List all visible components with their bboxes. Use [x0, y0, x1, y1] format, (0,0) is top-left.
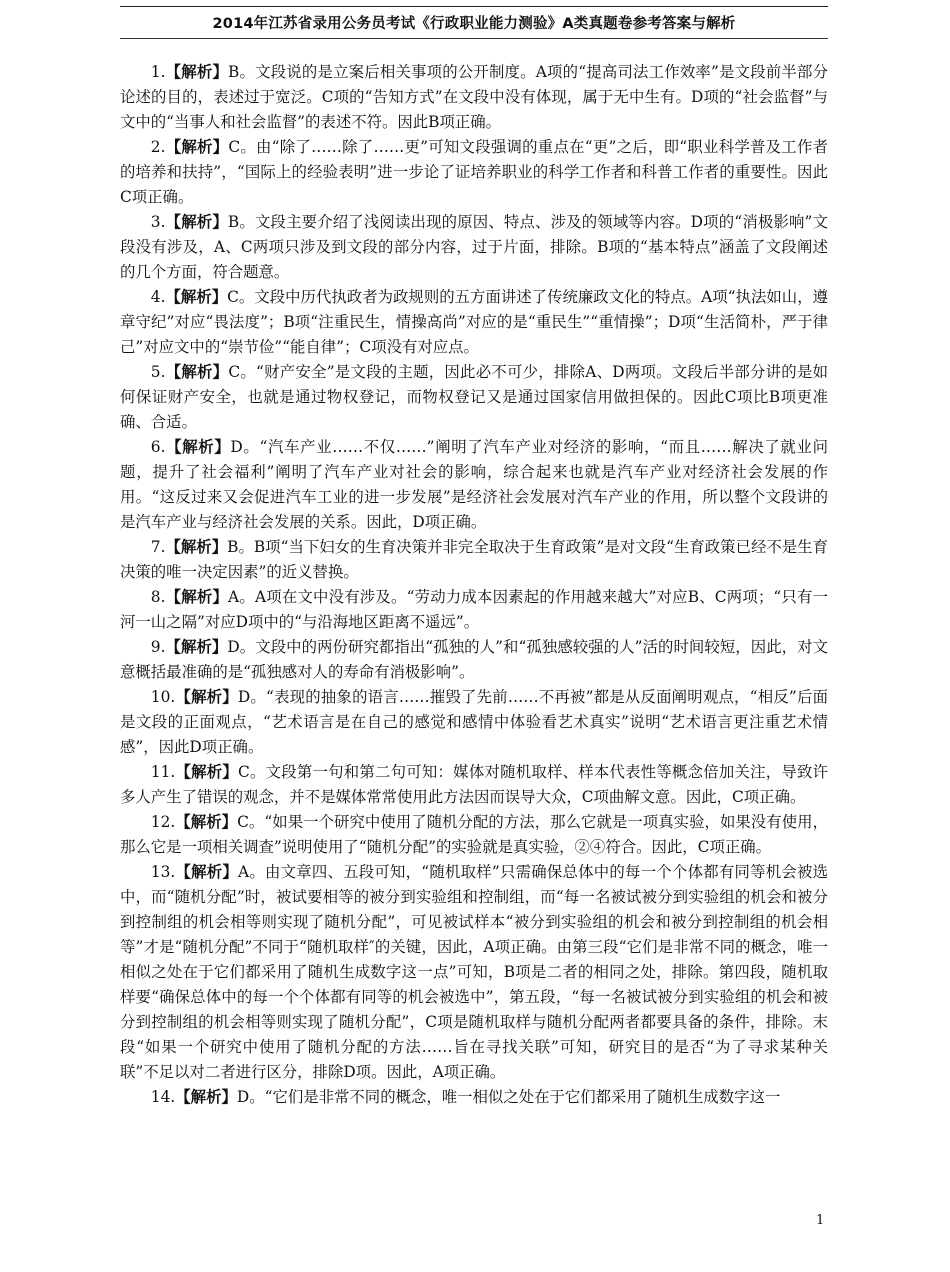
item-text: C。文段第一句和第二句可知：媒体对随机取样、样本代表性等概念倍加关注，导致许多人产生了错误的观念，并不是媒体常常使用此方法因而误导大众，C项曲解文意。因此，C项正确。 — [120, 763, 828, 806]
item-text: B。文段主要介绍了浅阅读出现的原因、特点、涉及的领域等内容。D项的“消极影响”文段没有涉及，A、C两项只涉及到文段的部分内容，过于片面，排除。B项的“基本特点”涵盖了文段阐述的几个方面，符合题意。 — [120, 213, 828, 281]
item-number: 7. — [150, 538, 166, 556]
answer-item-8 — [120, 585, 828, 635]
item-text: D。文段中的两份研究都指出“孤独的人”和“孤独感较强的人”活的时间较短，因此，对文意概括最准确的是“孤独感对人的寿命有消极影响”。 — [120, 638, 828, 681]
analysis-label: 【解析】 — [165, 363, 229, 381]
analysis-label: 【解析】 — [175, 1088, 237, 1106]
analysis-label: 【解析】 — [165, 213, 228, 231]
analysis-label: 【解析】 — [165, 138, 229, 156]
analysis-label: 【解析】 — [175, 688, 238, 706]
analysis-label: 【解析】 — [175, 813, 238, 831]
analysis-label: 【解析】 — [165, 288, 228, 306]
answer-item-1 — [120, 60, 828, 135]
answer-list — [120, 60, 828, 1110]
item-text: A。由文章四、五段可知，“随机取样”只需确保总体中的每一个个体都有同等机会被选中，而“随机分配”时，被试要相等的被分到实验组和控制组，而“每一名被试被分到实验组的机会和被分到控制组的机会相等则实现了随机分配”，可见被试样本“被分到实验组的机会和被分到控制组的机会相等”才是“随机分配”不同于“随机取样″的关键，因此，A项正确。由第三段“它们是非常不同的概念，唯一相似之处在于它们都采用了随机生成数字这一点”可知，B项是二者的相同之处，排除。第四段，随机取样要“确保总体中的每一个个体都有同等的机会被选中”，第五段，“每一名被试被分到实验组的机会和被分到控制组的机会相等则实现了随机分配”，C项是随机取样与随机分配两者都要具备的条件，排除。末段“如果一个研究中使用了随机分配的方法……旨在寻找关联”可知，研究目的是否“为了寻求某种关联”不足以对二者进行区分，排除D项。因此，A项正确。 — [120, 863, 828, 1081]
answer-item-9 — [120, 635, 828, 685]
analysis-label: 【解析】 — [165, 588, 229, 606]
answer-item-12 — [120, 810, 828, 860]
analysis-label: 【解析】 — [175, 863, 239, 881]
item-number: 2. — [150, 138, 166, 156]
item-text: D。“表现的抽象的语言……摧毁了先前……不再被”都是从反面阐明观点，“相反”后面是文段的正面观点，“艺术语言是在自己的感觉和感情中体验看艺术真实”说明“艺术语言更注重艺术情感”，因此D项正确。 — [120, 688, 828, 756]
analysis-label: 【解析】 — [175, 763, 239, 781]
top-rule — [120, 6, 828, 7]
item-number: 8. — [150, 588, 166, 606]
answer-item-3 — [120, 210, 828, 285]
item-number: 1. — [150, 63, 166, 81]
answer-item-14 — [120, 1085, 828, 1110]
analysis-label: 【解析】 — [165, 438, 231, 456]
item-text: C。由“除了……除了……更”可知文段强调的重点在“更”之后，即“职业科学普及工作者的培养和扶持”，“国际上的经验表明”进一步论了证培养职业的科学工作者和科普工作者的重要性。因此C项正确。 — [120, 138, 828, 206]
item-number: 4. — [150, 288, 166, 306]
item-number: 14. — [150, 1088, 176, 1106]
item-text: D。“它们是非常不同的概念，唯一相似之处在于它们都采用了随机生成数字这一 — [236, 1088, 781, 1106]
answer-item-11 — [120, 760, 828, 810]
item-number: 12. — [150, 813, 176, 831]
item-text: D。“汽车产业……不仅……”阐明了汽车产业对经济的影响，“而且……解决了就业问题，提升了社会福利”阐明了汽车产业对社会的影响，综合起来也就是汽车产业对经济社会发展的作用。“这反过来又会促进汽车工业的进一步发展”是经济社会发展对汽车产业的作用，所以整个文段讲的是汽车产业与经济社会发展的关系。因此，D项正确。 — [120, 438, 828, 531]
answer-item-5 — [120, 360, 828, 435]
item-text: A。A项在文中没有涉及。“劳动力成本因素起的作用越来越大”对应B、C两项；“只有一河一山之隔”对应D项中的“与沿海地区距离不遥远”。 — [120, 588, 828, 631]
item-text: B。文段说的是立案后相关事项的公开制度。A项的“提高司法工作效率”是文段前半部分论述的目的，表述过于宽泛。C项的“告知方式”在文段中没有体现，属于无中生有。D项的“社会监督”与文中的“当事人和社会监督”的表述不符。因此B项正确。 — [120, 63, 828, 131]
answer-item-7 — [120, 535, 828, 585]
item-text: C。文段中历代执政者为政规则的五方面讲述了传统廉政文化的特点。A项“执法如山，遵章守纪”对应“畏法度”；B项“注重民生，情操高尚”对应的是“重民生”“重情操”；D项“生活简朴，严于律己”对应文中的“崇节俭”“能自律”；C项没有对应点。 — [120, 288, 828, 356]
answer-item-10 — [120, 685, 828, 760]
item-number: 6. — [150, 438, 166, 456]
item-text: C。“财产安全”是文段的主题，因此必不可少，排除A、D两项。文段后半部分讲的是如何保证财产安全，也就是通过物权登记，而物权登记又是通过国家信用做担保的。因此C项比B项更准确、合适。 — [120, 363, 828, 431]
document-title: 2014年江苏省录用公务员考试《行政职业能力测验》A类真题卷参考答案与解析 — [212, 16, 736, 32]
page-number: 1 — [816, 1213, 825, 1228]
item-text: B。B项“当下妇女的生育决策并非完全取决于生育政策”是对文段“生育政策已经不是生育决策的唯一决定因素”的近义替换。 — [120, 538, 828, 581]
answer-item-2 — [120, 135, 828, 210]
analysis-label: 【解析】 — [165, 538, 228, 556]
item-number: 10. — [150, 688, 176, 706]
item-number: 5. — [150, 363, 166, 381]
answer-item-4 — [120, 285, 828, 360]
item-number: 13. — [150, 863, 176, 881]
answer-item-13 — [120, 860, 828, 1085]
item-number: 3. — [150, 213, 166, 231]
answer-item-6 — [120, 435, 828, 535]
title-rule — [120, 38, 828, 39]
item-text: C。“如果一个研究中使用了随机分配的方法，那么它就是一项真实验，如果没有使用，那么它是一项相关调查”说明使用了“随机分配”的实验就是真实验，②④符合。因此，C项正确。 — [120, 813, 828, 856]
analysis-label: 【解析】 — [165, 63, 229, 81]
item-number: 11. — [150, 763, 176, 781]
analysis-label: 【解析】 — [165, 638, 228, 656]
item-number: 9. — [150, 638, 166, 656]
